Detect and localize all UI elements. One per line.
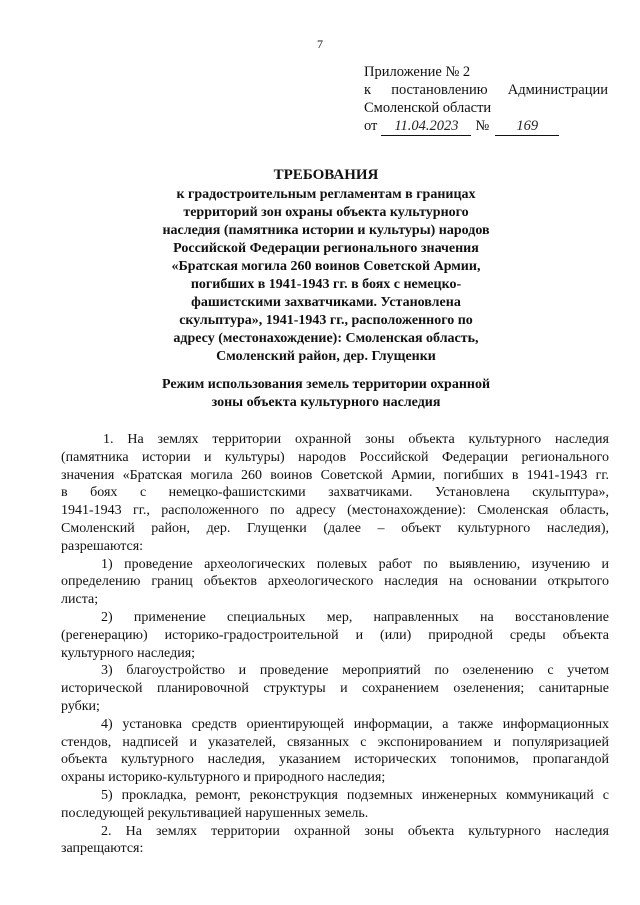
list-item-2 (61, 609, 609, 662)
section-heading-line: Режим использования земель территории охранной (161, 377, 491, 392)
annex-word: к (364, 82, 372, 98)
text-line: 2) применение специальных мер, направленных на восстановление (101, 609, 609, 625)
text-line: запрещаются: (61, 841, 144, 857)
title-line: фашистскими захватчиками. Установлена (191, 295, 461, 310)
title-heading: ТРЕБОВАНИЯ (273, 167, 379, 183)
text-line: охраны историко-культурного и природного наследия; (61, 770, 386, 786)
text-line: разрешаются: (61, 538, 144, 554)
handwritten-date: 11.04.2023 (381, 117, 471, 136)
title-line: адресу (местонахождение): Смоленская область, (173, 331, 479, 346)
text-line: (памятника истории и культуры) народов Российской Федерации регионального (61, 449, 609, 465)
text-line: листа; (61, 592, 99, 608)
list-item-1 (61, 556, 609, 609)
text-line: культурного наследия; (61, 645, 196, 661)
text-line: стендов, надписей и указателей, связанных с экспонированием и популяризацией (61, 734, 609, 750)
handwritten-number: 169 (495, 117, 559, 136)
text-line: 1. На землях территории охранной зоны объекта культурного наследия (103, 432, 609, 447)
paragraph-2 (61, 823, 609, 859)
annex-word: Администрации (507, 82, 608, 98)
title-line: наследия (памятника истории и культуры) народов (162, 223, 490, 238)
annex-title: Приложение № 2 (364, 64, 471, 80)
annex-reference (364, 81, 608, 99)
text-line: Смоленский район, дер. Глущенки (далее – объект культурного наследия), (61, 520, 609, 536)
paragraph-1 (61, 431, 609, 556)
title-line: скульптура», 1941-1943 гг., расположенного по (179, 313, 473, 328)
text-line: 1) проведение археологических полевых работ по выявлению, изучению и (101, 556, 609, 572)
date-prefix: от (364, 118, 378, 134)
title-line: погибших в 1941-1943 гг. в боях с немецко- (190, 277, 462, 292)
title-line: Российской Федерации регионального значения (173, 241, 479, 256)
section-heading-line: зоны объекта культурного наследия (211, 395, 441, 410)
text-line: исторической планировочной структуры и сохранением озеленения; санитарные (61, 681, 609, 697)
annex-date-number (364, 117, 608, 136)
text-line: в боях с немецко-фашистскими захватчиками. Установлена скульптура», (61, 485, 609, 501)
list-item-4 (61, 716, 609, 787)
text-line: рубки; (61, 698, 100, 714)
title-line: «Братская могила 260 воинов Советской Армии, (171, 259, 481, 274)
title-line: Смоленский район, дер. Глущенки (216, 349, 436, 364)
annex-block (364, 63, 608, 136)
text-line: объекта культурного наследия, указанием исторических топонимов, пропагандой (61, 752, 609, 768)
annex-region: Смоленской области (364, 100, 492, 116)
number-label: № (475, 118, 490, 134)
text-line: последующей рекультивацией нарушенных земель. (61, 805, 369, 821)
list-item-3 (61, 662, 609, 715)
document-title (100, 166, 552, 366)
text-line: 2. На землях территории охранной зоны объекта культурного наследия (101, 823, 609, 839)
list-item-5 (61, 787, 609, 823)
text-line: 4) установка средств ориентирующей информации, а также информационных (101, 716, 609, 732)
title-line: территорий зон охраны объекта культурного (183, 205, 469, 220)
text-line: 3) благоустройство и проведение мероприятий по озеленению с учетом (101, 663, 609, 679)
text-line: определению границ объектов археологического наследия на основании открытого (61, 574, 609, 590)
text-line: 1941-1943 гг., расположенного по адресу (местонахождение): Смоленская область, (61, 503, 609, 519)
page-number: 7 (317, 37, 323, 51)
text-line: 5) прокладка, ремонт, реконструкция подземных инженерных коммуникаций с (101, 787, 609, 803)
text-line: (регенерацию) историко-градостроительной и (или) природной среды объекта (61, 627, 609, 643)
title-line: к градостроительным регламентам в границах (176, 187, 476, 202)
annex-word: постановлению (391, 82, 488, 98)
text-line: значения «Братская могила 260 воинов Советской Армии, погибших в 1941-1943 гг. (61, 467, 609, 483)
body-text (61, 431, 609, 858)
section-heading (100, 376, 552, 412)
